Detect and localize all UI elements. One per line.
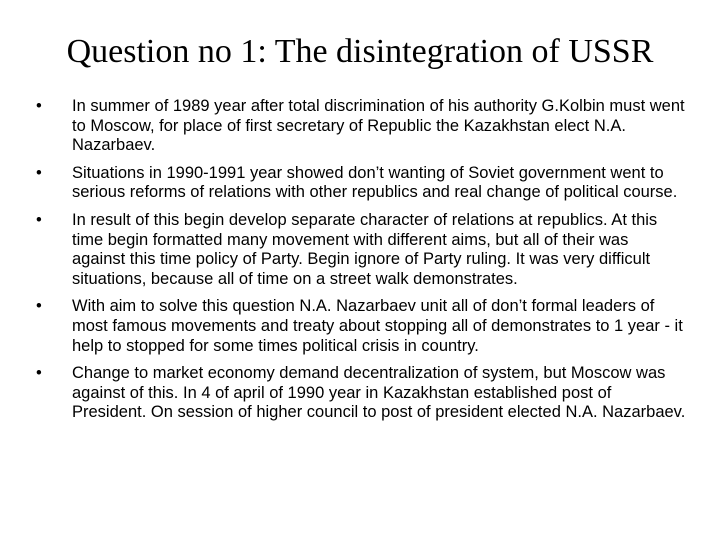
bullet-text: Change to market economy demand decentralization of system, but Moscow was against of this. In 4 of april of 1990 year in Kazakhstan established post of President. On session of higher council to post of president elected N.A. Nazarbaev. <box>72 364 686 422</box>
bullet-icon: • <box>36 163 42 182</box>
bullet-item <box>36 97 686 156</box>
bullet-icon: • <box>36 297 42 316</box>
bullet-list <box>36 97 686 431</box>
bullet-text: Situations in 1990-1991 year showed don’t wanting of Soviet government went to serious reforms of relations with other republics and real change of political course. <box>72 163 678 202</box>
slide-title: Question no 1: The disintegration of USSR <box>66 33 654 70</box>
bullet-item <box>36 364 686 423</box>
bullet-item <box>36 297 686 356</box>
bullet-icon: • <box>36 364 42 383</box>
bullet-text: With aim to solve this question N.A. Nazarbaev unit all of don’t formal leaders of most famous movements and treaty about stopping all of demonstrates to 1 year - it help to stopped for some times political crisis in country. <box>72 297 683 355</box>
bullet-text: In result of this begin develop separate character of relations at republics. At this time begin formatted many movement with different aims, but all of their was against this time policy of Party. Begin ignore of Party ruling. It was very difficult situations, because all of time on a street walk demonstrates. <box>72 210 658 288</box>
bullet-icon: • <box>36 210 42 229</box>
bullet-icon: • <box>36 97 42 115</box>
bullet-text: In summer of 1989 year after total discrimination of his authority G.Kolbin must went to Moscow, for place of first secretary of Republic the Kazakhstan elect N.A. Nazarbaev. <box>72 97 685 155</box>
bullet-item <box>36 164 686 203</box>
bullet-item <box>36 211 686 289</box>
